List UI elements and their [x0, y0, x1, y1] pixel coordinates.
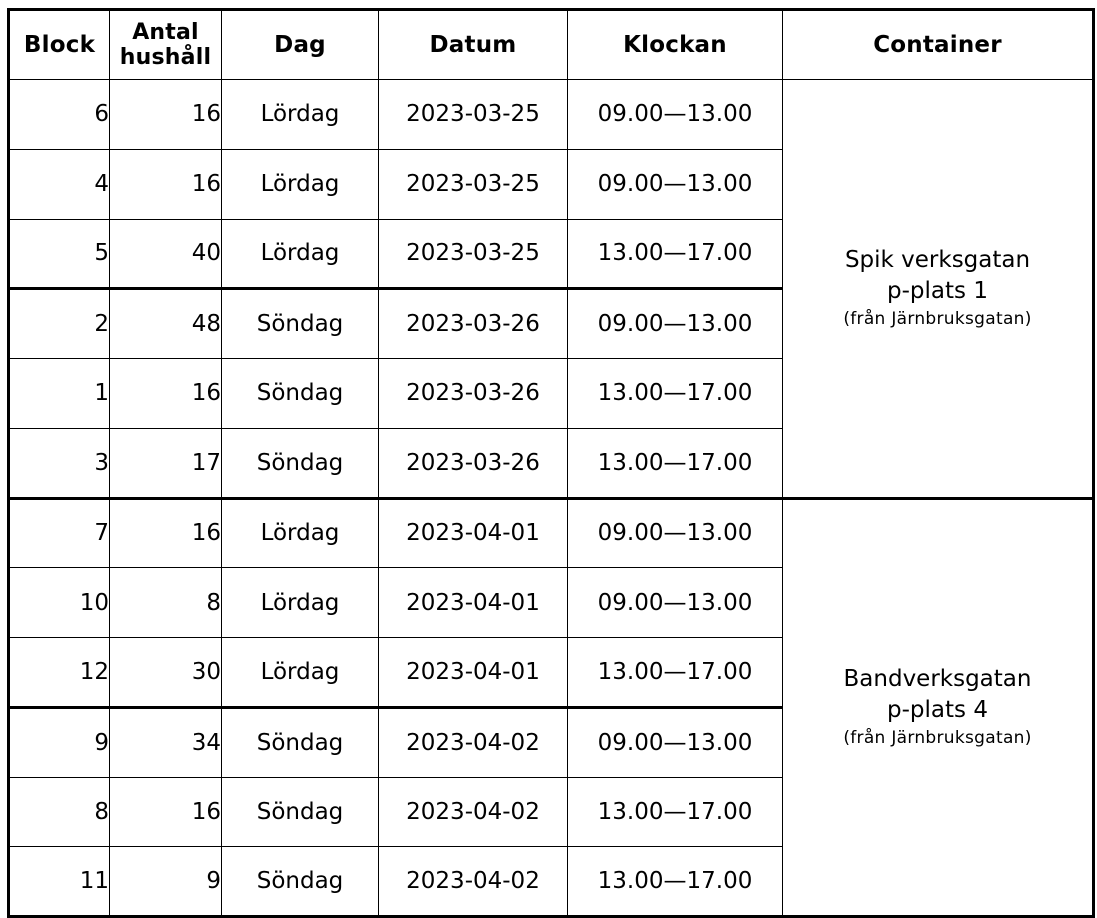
cell-date: 2023-04-02	[379, 847, 568, 917]
cell-time: 13.00—17.00	[568, 638, 783, 708]
cell-households: 9	[110, 847, 222, 917]
cell-date: 2023-04-01	[379, 568, 568, 638]
container-cell-1	[783, 80, 1094, 499]
cell-day: Söndag	[222, 777, 379, 847]
cell-households: 16	[110, 149, 222, 219]
cell-day: Söndag	[222, 707, 379, 777]
cell-households: 48	[110, 289, 222, 359]
cell-date: 2023-04-01	[379, 638, 568, 708]
cell-day: Söndag	[222, 847, 379, 917]
cell-date: 2023-04-02	[379, 777, 568, 847]
cell-households: 8	[110, 568, 222, 638]
cell-date: 2023-03-25	[379, 219, 568, 289]
header-households	[110, 10, 222, 80]
cell-households: 30	[110, 638, 222, 708]
cell-households: 16	[110, 359, 222, 429]
cell-time: 09.00—13.00	[568, 707, 783, 777]
container-name: Spik verksgatan	[844, 247, 1031, 274]
cell-households: 16	[110, 498, 222, 568]
cell-day: Söndag	[222, 359, 379, 429]
container-note: (från Järnbruksgatan)	[843, 728, 1032, 749]
table-row	[9, 498, 1094, 568]
cell-block: 4	[9, 149, 110, 219]
cell-time: 13.00—17.00	[568, 359, 783, 429]
cell-block: 2	[9, 289, 110, 359]
cell-block: 11	[9, 847, 110, 917]
cell-date: 2023-03-25	[379, 80, 568, 150]
cell-day: Söndag	[222, 289, 379, 359]
cell-households: 34	[110, 707, 222, 777]
cell-day: Lördag	[222, 638, 379, 708]
cell-time: 13.00—17.00	[568, 219, 783, 289]
cell-day: Lördag	[222, 219, 379, 289]
cell-date: 2023-04-01	[379, 498, 568, 568]
cell-date: 2023-04-02	[379, 707, 568, 777]
table-row	[9, 80, 1094, 150]
cell-block: 1	[9, 359, 110, 429]
cell-day: Lördag	[222, 80, 379, 150]
cell-date: 2023-03-25	[379, 149, 568, 219]
header-time: Klockan	[568, 10, 783, 80]
cell-block: 3	[9, 428, 110, 498]
cell-date: 2023-03-26	[379, 359, 568, 429]
cell-block: 10	[9, 568, 110, 638]
cell-households: 16	[110, 777, 222, 847]
cell-block: 5	[9, 219, 110, 289]
cell-time: 09.00—13.00	[568, 498, 783, 568]
container-lot: p-plats 1	[887, 278, 988, 305]
cell-block: 9	[9, 707, 110, 777]
cell-time: 09.00—13.00	[568, 80, 783, 150]
container-cell-2	[783, 498, 1094, 917]
cell-block: 12	[9, 638, 110, 708]
cell-day: Lördag	[222, 568, 379, 638]
container-note: (från Järnbruksgatan)	[843, 309, 1032, 330]
cell-time: 13.00—17.00	[568, 777, 783, 847]
cell-day: Lördag	[222, 498, 379, 568]
schedule-table	[7, 8, 1095, 918]
cell-time: 09.00—13.00	[568, 289, 783, 359]
header-households-line1: Antal	[132, 20, 199, 45]
cell-block: 6	[9, 80, 110, 150]
cell-time: 09.00—13.00	[568, 568, 783, 638]
header-row	[9, 10, 1094, 80]
cell-households: 40	[110, 219, 222, 289]
header-day: Dag	[222, 10, 379, 80]
header-block: Block	[9, 10, 110, 80]
container-lot: p-plats 4	[887, 697, 988, 724]
cell-households: 16	[110, 80, 222, 150]
cell-time: 09.00—13.00	[568, 149, 783, 219]
container-name: Bandverksgatan	[843, 666, 1032, 693]
cell-date: 2023-03-26	[379, 289, 568, 359]
cell-day: Lördag	[222, 149, 379, 219]
cell-households: 17	[110, 428, 222, 498]
cell-time: 13.00—17.00	[568, 428, 783, 498]
cell-block: 8	[9, 777, 110, 847]
cell-date: 2023-03-26	[379, 428, 568, 498]
header-container: Container	[783, 10, 1094, 80]
header-households-line2: hushåll	[119, 45, 212, 70]
cell-day: Söndag	[222, 428, 379, 498]
cell-time: 13.00—17.00	[568, 847, 783, 917]
header-date: Datum	[379, 10, 568, 80]
cell-block: 7	[9, 498, 110, 568]
